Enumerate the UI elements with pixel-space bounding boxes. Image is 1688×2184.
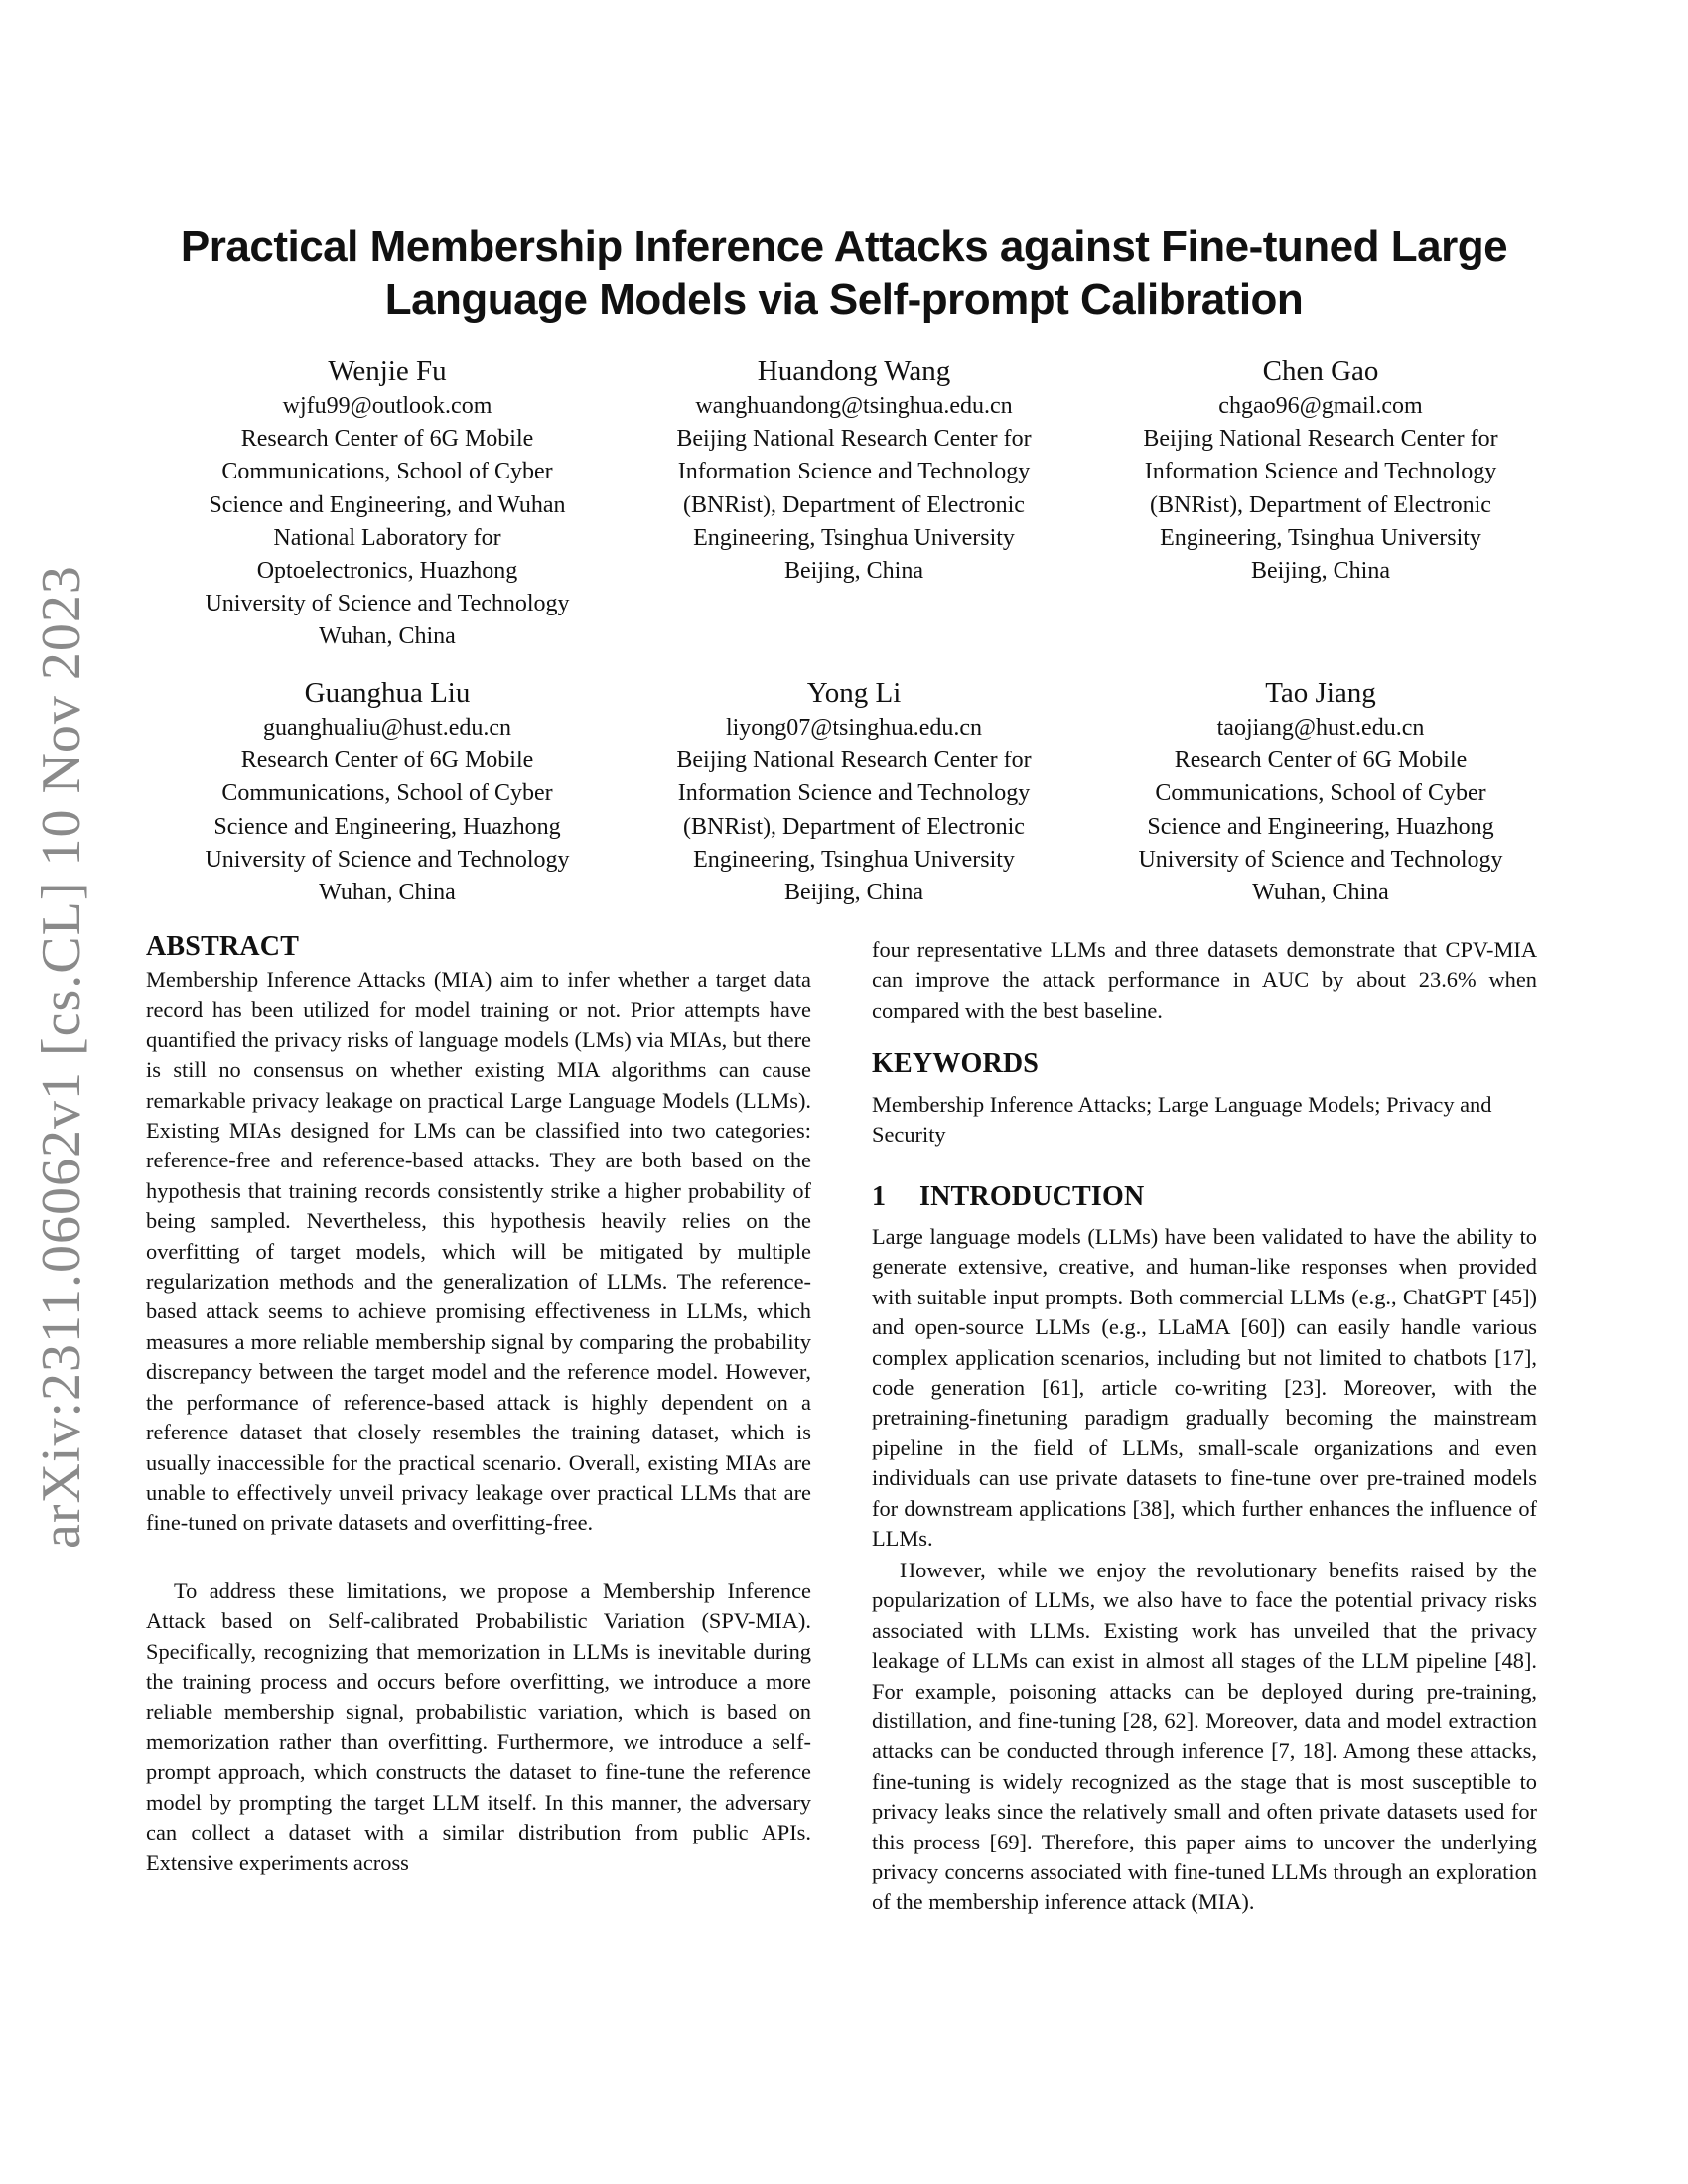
section-title: INTRODUCTION <box>919 1181 1145 1212</box>
introduction-heading <box>872 1181 1144 1213</box>
author-affiliation-line: Research Center of 6G Mobile <box>240 748 534 774</box>
abstract-paragraph-1: Membership Inference Attacks (MIA) aim to infer whether a target data record has been utilized for model training or not. Prior attempts have quantified the privacy risks of language models (LMs) via MIAs, but there is still no consensus on whether existing MIA algorithms can cause remarkable privacy leakage on practical Large Language Models (LLMs). Existing MIAs designed for LMs can be classified into two categories: reference-free and reference-based attacks. They are both based on the hypothesis that training records consistently strike a higher probability of being sampled. Nevertheless, this hypothesis heavily relies on the overfitting of target models, which will be mitigated by multiple regularization methods and the generalization of LLMs. The reference-based attack seems to achieve promising effectiveness in LLMs, which measures a more reliable membership signal by comparing the probability discrepancy between the target model and the reference model. However, the performance of reference-based attack is highly dependent on a reference dataset that closely resembles the training dataset, which is usually inaccessible for the practical scenario. Overall, existing MIAs are unable to effectively unveil privacy leakage over practical LLMs that are fine-tuned on private datasets and overfitting-free. <box>146 967 811 1536</box>
author-affiliation-line: (BNRist), Department of Electronic <box>683 491 1025 518</box>
author-affiliation-line: Information Science and Technology <box>677 780 1031 807</box>
author-affiliation-line: Engineering, Tsinghua University <box>693 846 1015 873</box>
abstract-heading: ABSTRACT <box>146 931 300 962</box>
authors-row-2 <box>169 675 1539 909</box>
author-affiliation-line: Information Science and Technology <box>677 459 1031 485</box>
section-number: 1 <box>872 1181 887 1212</box>
authors-row-1 <box>169 353 1539 654</box>
arxiv-identifier-stamp: arXiv:2311.06062v1 [cs.CL] 10 Nov 2023 <box>31 565 92 1549</box>
author-affiliation-line: Science and Engineering, Huazhong <box>213 813 561 840</box>
author-block <box>1102 675 1539 909</box>
author-block <box>169 675 606 909</box>
author-email: guanghualiu@hust.edu.cn <box>262 715 512 741</box>
author-name: Wenjie Fu <box>328 355 447 387</box>
author-affiliation-line: Communications, School of Cyber <box>221 459 553 485</box>
author-email: wanghuandong@tsinghua.edu.cn <box>695 393 1013 419</box>
author-affiliation-line: (BNRist), Department of Electronic <box>683 813 1025 840</box>
author-email: taojiang@hust.edu.cn <box>1216 715 1425 741</box>
author-email: chgao96@gmail.com <box>1218 393 1423 419</box>
author-affiliation-line: National Laboratory for <box>273 524 501 551</box>
introduction-paragraph-1: Large language models (LLMs) have been validated to have the ability to generate extensive, creative, and human-like responses when provided with suitable input prompts. Both commercial LLMs (e.g., ChatGPT [45]) and open-source LLMs (e.g., LLaMA [60]) can easily handle various complex application scenarios, including but not limited to chatbots [17], code generation [61], article co-writing [23]. Moreover, with the pretraining-finetuning paradigm gradually becoming the mainstream pipeline in the field of LLMs, small-scale organizations and even individuals can use private datasets to fine-tune over pre-trained models for downstream applications [38], which further enhances the influence of LLMs. <box>872 1224 1537 1552</box>
author-affiliation-line: Research Center of 6G Mobile <box>240 426 534 453</box>
author-affiliation-line: (BNRist), Department of Electronic <box>1150 491 1491 518</box>
author-block <box>635 675 1072 909</box>
paper-title: Practical Membership Inference Attacks against Fine-tuned Large Language Models via Self-prompt Calibration <box>180 222 1508 324</box>
author-name: Tao Jiang <box>1265 677 1376 709</box>
author-affiliation-line: Science and Engineering, Huazhong <box>1147 813 1494 840</box>
abstract-paragraph-2: To address these limitations, we propose a Membership Inference Attack based on Self-calibrated Probabilistic Variation (SPV-MIA). Specifically, recognizing that memorization in LLMs is inevitable during the training process and occurs before overfitting, we introduce a more reliable membership signal, probabilistic variation, which is based on memorization rather than overfitting. Furthermore, we introduce a self-prompt approach, which constructs the dataset to fine-tune the reference model by prompting the target LLM itself. In this manner, the adversary can collect a dataset with a similar distribution from public APIs. Extensive experiments across <box>146 1578 811 1875</box>
author-block <box>1102 353 1539 654</box>
author-affiliation-line: Engineering, Tsinghua University <box>693 524 1015 551</box>
author-affiliation-line: University of Science and Technology <box>205 591 570 617</box>
author-name: Guanghua Liu <box>304 677 471 709</box>
introduction-paragraph-2: However, while we enjoy the revolutionary benefits raised by the popularization of LLMs, we also have to face the potential privacy risks associated with LLMs. Existing work has unveiled that the privacy leakage of LLMs can exist in almost all stages of the LLM pipeline [48]. For example, poisoning attacks can be deployed during pre-training, distillation, and fine-tuning [28, 62]. Moreover, data and model extraction attacks can be conducted through inference [7, 18]. Among these attacks, fine-tuning is widely recognized as the stage that is most susceptible to privacy leaks since the relatively small and often private datasets used for this process [69]. Therefore, this paper aims to uncover the underlying privacy concerns associated with fine-tuned LLMs through an exploration of the membership inference attack (MIA). <box>872 1558 1537 1915</box>
author-location: Wuhan, China <box>1252 880 1389 906</box>
author-affiliation-line: Engineering, Tsinghua University <box>1160 524 1481 551</box>
author-block <box>635 353 1072 654</box>
author-name: Yong Li <box>806 677 902 709</box>
author-affiliation-line: Optoelectronics, Huazhong <box>256 558 518 585</box>
author-affiliation-line: Beijing National Research Center for <box>1143 426 1498 453</box>
author-affiliation-line: Communications, School of Cyber <box>1155 780 1486 807</box>
author-location: Wuhan, China <box>319 623 456 650</box>
author-name: Huandong Wang <box>757 355 951 387</box>
author-affiliation-line: Beijing National Research Center for <box>676 426 1032 453</box>
author-location: Beijing, China <box>784 558 923 585</box>
keywords-heading: KEYWORDS <box>872 1048 1040 1079</box>
keywords-text: Membership Inference Attacks; Large Language Models; Privacy and Security <box>872 1092 1492 1148</box>
author-name: Chen Gao <box>1262 355 1379 387</box>
author-affiliation-line: Communications, School of Cyber <box>221 780 553 807</box>
author-affiliation-line: Research Center of 6G Mobile <box>1174 748 1468 774</box>
author-affiliation-line: Science and Engineering, and Wuhan <box>209 491 566 518</box>
author-location: Beijing, China <box>1251 558 1390 585</box>
author-location: Beijing, China <box>784 880 923 906</box>
author-affiliation-line: Beijing National Research Center for <box>676 748 1032 774</box>
author-email: liyong07@tsinghua.edu.cn <box>725 715 983 741</box>
author-email: wjfu99@outlook.com <box>282 393 492 419</box>
abstract-paragraph-3: four representative LLMs and three datasets demonstrate that CPV-MIA can improve the attack performance in AUC by about 23.6% when compared with the best baseline. <box>872 937 1537 1023</box>
author-affiliation-line: University of Science and Technology <box>205 846 570 873</box>
author-affiliation-line: University of Science and Technology <box>1138 846 1503 873</box>
author-block <box>169 353 606 654</box>
author-location: Wuhan, China <box>319 880 456 906</box>
author-affiliation-line: Information Science and Technology <box>1144 459 1497 485</box>
